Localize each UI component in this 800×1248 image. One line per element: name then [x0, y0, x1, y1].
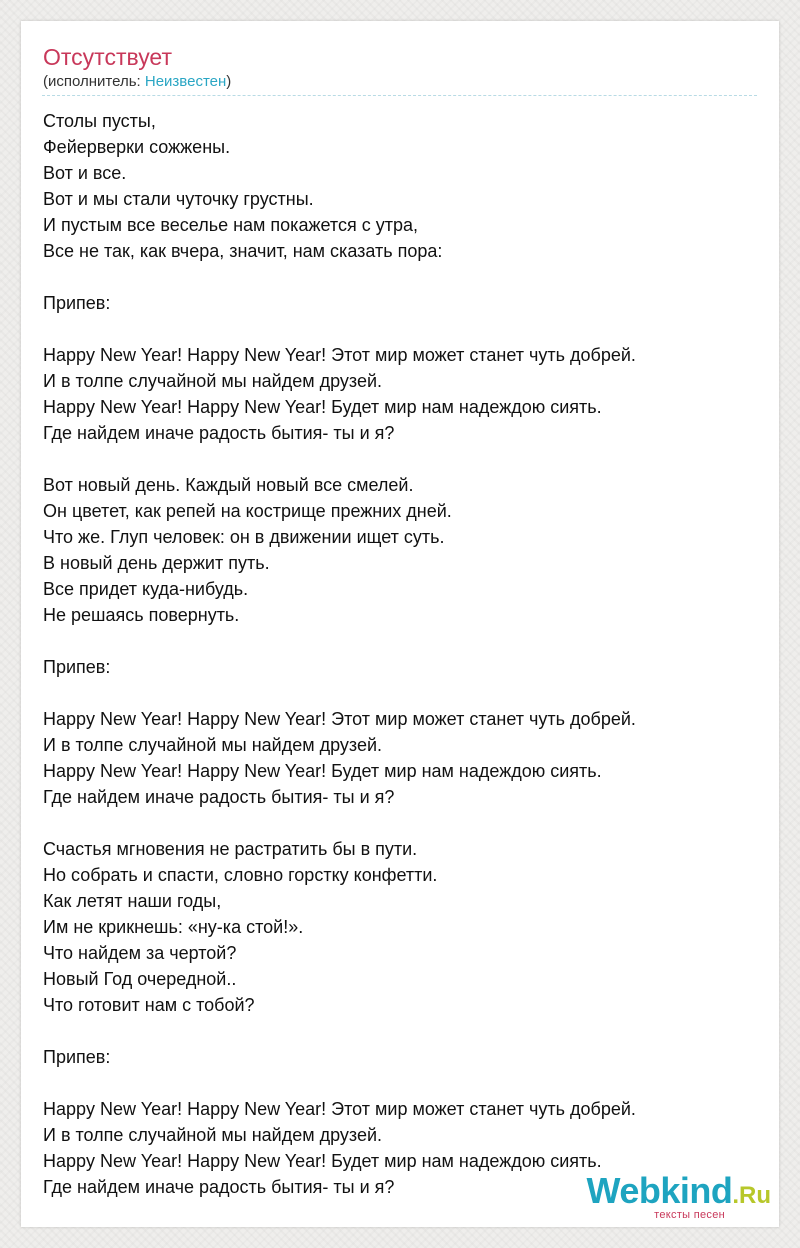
- lyrics-blank-line: [43, 1018, 763, 1044]
- lyrics-blank-line: [43, 316, 763, 342]
- lyrics-line: Как летят наши годы,: [43, 891, 222, 911]
- lyrics-line: Happy New Year! Happy New Year! Этот мир может станет чуть добрей.: [43, 709, 636, 729]
- lyrics-line: Столы пусты,: [43, 111, 156, 131]
- lyrics-line: Вот и мы стали чуточку грустны.: [43, 189, 314, 209]
- lyrics-line: Но собрать и спасти, словно горстку конфетти.: [43, 865, 438, 885]
- lyrics-line: Все придет куда-нибудь.: [43, 579, 249, 599]
- artist-suffix: ): [226, 73, 232, 90]
- lyrics-blank-line: [43, 446, 763, 472]
- lyrics-line: Happy New Year! Happy New Year! Будет мир нам надеждою сиять.: [43, 761, 602, 781]
- lyrics-line: Что найдем за чертой?: [43, 943, 237, 963]
- lyrics-line: Happy New Year! Happy New Year! Этот мир может станет чуть добрей.: [43, 1099, 636, 1119]
- title-divider: [42, 95, 757, 96]
- lyrics-card: [21, 21, 779, 1227]
- logo-tagline: тексты песен: [654, 1209, 725, 1221]
- lyrics-line: Где найдем иначе радость бытия- ты и я?: [43, 1177, 395, 1197]
- lyrics-line: Припев:: [43, 657, 111, 677]
- site-logo[interactable]: [586, 1170, 771, 1221]
- lyrics-blank-line: [43, 810, 763, 836]
- lyrics-line: Happy New Year! Happy New Year! Этот мир может станет чуть добрей.: [43, 345, 636, 365]
- lyrics-blank-line: [43, 1070, 763, 1096]
- lyrics-line: В новый день держит путь.: [43, 553, 270, 573]
- lyrics-line: Припев:: [43, 293, 111, 313]
- lyrics-line: Он цветет, как репей на кострище прежних дней.: [43, 501, 452, 521]
- lyrics-line: Happy New Year! Happy New Year! Будет мир нам надеждою сиять.: [43, 397, 602, 417]
- lyrics-blank-line: [43, 264, 763, 290]
- lyrics-line: И пустым все веселье нам покажется с утра,: [43, 215, 418, 235]
- lyrics-line: Новый Год очередной..: [43, 969, 237, 989]
- lyrics-line: Где найдем иначе радость бытия- ты и я?: [43, 423, 395, 443]
- lyrics-line: И в толпе случайной мы найдем друзей.: [43, 1125, 383, 1145]
- lyrics-text: [43, 108, 763, 1200]
- lyrics-line: Что же. Глуп человек: он в движении ищет суть.: [43, 527, 445, 547]
- lyrics-line: Припев:: [43, 1047, 111, 1067]
- song-title: Отсутствует: [43, 44, 172, 70]
- lyrics-line: Вот новый день. Каждый новый все смелей.: [43, 475, 414, 495]
- lyrics-line: Счастья мгновения не растратить бы в пути.: [43, 839, 418, 859]
- artist-link[interactable]: Неизвестен: [144, 73, 227, 90]
- lyrics-line: Не решаясь повернуть.: [43, 605, 240, 625]
- lyrics-line: Где найдем иначе радость бытия- ты и я?: [43, 787, 395, 807]
- lyrics-line: И в толпе случайной мы найдем друзей.: [43, 735, 383, 755]
- lyrics-blank-line: [43, 680, 763, 706]
- lyrics-line: Все не так, как вчера, значит, нам сказать пора:: [43, 241, 443, 261]
- logo-tld: .Ru: [732, 1182, 771, 1209]
- lyrics-line: Фейерверки сожжены.: [43, 137, 231, 157]
- logo-name: Webkind: [586, 1170, 733, 1211]
- lyrics-line: Им не крикнешь: «ну-ка стой!».: [43, 917, 304, 937]
- artist-line: [43, 72, 231, 92]
- lyrics-line: И в толпе случайной мы найдем друзей.: [43, 371, 383, 391]
- lyrics-line: Вот и все.: [43, 163, 127, 183]
- lyrics-line: Happy New Year! Happy New Year! Будет мир нам надеждою сиять.: [43, 1151, 602, 1171]
- lyrics-blank-line: [43, 628, 763, 654]
- lyrics-line: Что готовит нам с тобой?: [43, 995, 255, 1015]
- artist-prefix: (исполнитель:: [43, 73, 145, 90]
